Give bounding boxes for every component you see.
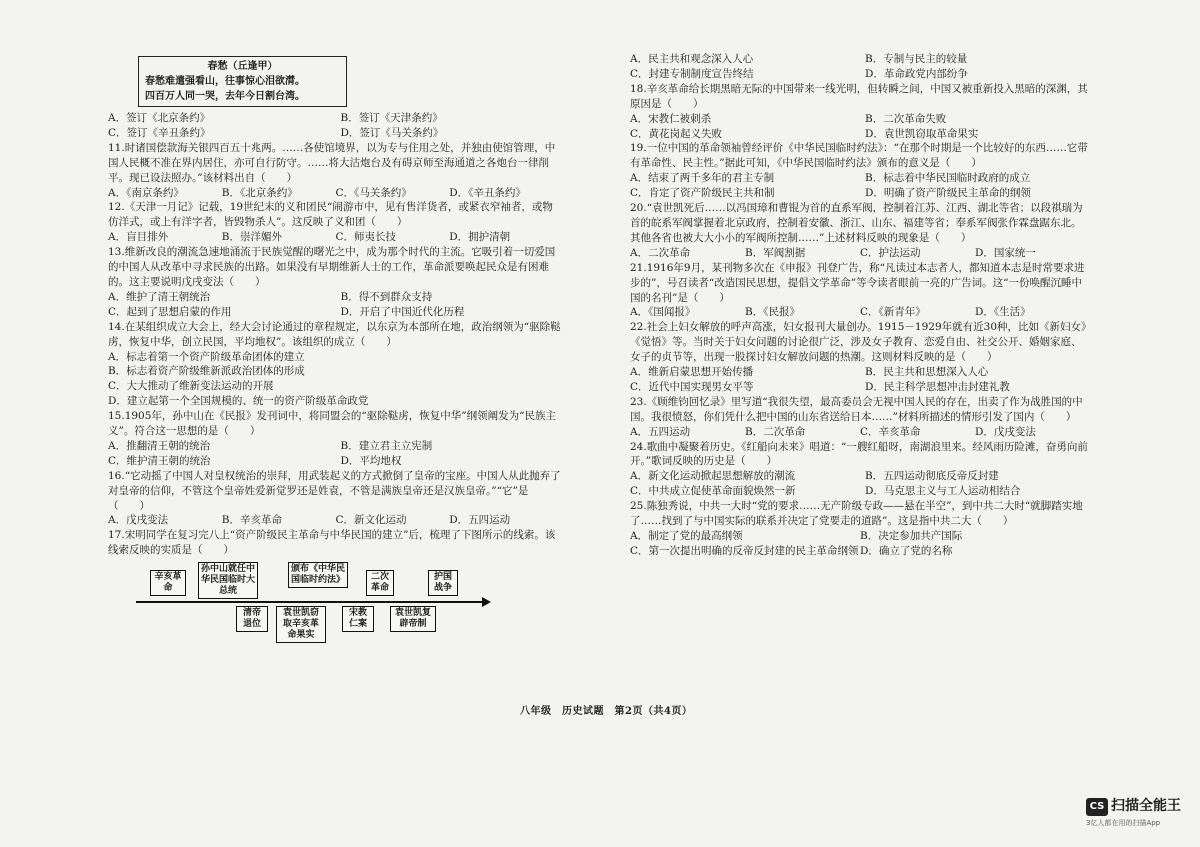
option: D．明确了资产阶级民主革命的纲领 (865, 187, 1031, 200)
option: B．建立君主立宪制 (340, 439, 433, 452)
option: B．《民报》 (745, 306, 800, 319)
option: D．《生活》 (975, 306, 1031, 319)
option: C．师夷长技 (335, 231, 397, 244)
option: C．大大推动了维新变法运动的开展 (108, 380, 274, 393)
option: A．二次革命 (630, 246, 691, 259)
option: C．封建专制制度宣告终结 (630, 67, 754, 80)
question-25: 25.陈独秀说，中共一大时“党的要求……无产阶级专政——悬在半空”，到中共二大时“就脚踏实地了……找到了与中国实际的联系并决定了党要走的道路”。这是指中共二大（ ） (630, 500, 1083, 528)
option: A．民主共和观念深入人心 (630, 53, 754, 65)
timeline-diagram (108, 562, 563, 648)
q10-options (108, 111, 563, 141)
option: C．《新青年》 (860, 306, 926, 319)
poem-line: 春愁难遣强看山，往事惊心泪欲潸。 (145, 76, 305, 87)
timeline-event: 颁布《中华民国临时约法》 (288, 562, 348, 588)
option: C．肯定了资产阶级民主共和制 (630, 187, 775, 200)
timeline-event: 袁世凯复辟帝制 (390, 606, 436, 632)
option: A．戊戌变法 (108, 514, 169, 527)
q23-options (630, 425, 1090, 440)
option: D．拥护清朝 (449, 231, 511, 244)
option: C．签订《辛丑条约》 (108, 126, 211, 139)
option: C．第一次提出明确的反帝反封建的民主革命纲领 (630, 544, 859, 557)
q20-options (630, 246, 1090, 261)
option: D．签订《马关条约》 (340, 126, 444, 139)
timeline-event: 孙中山就任中华民国临时大总统 (198, 562, 258, 598)
q18-options (630, 112, 1090, 142)
option: A．《国闻报》 (630, 306, 696, 319)
option: C．护法运动 (860, 246, 921, 259)
option: D．平均地权 (340, 454, 402, 467)
q19-options (630, 171, 1090, 201)
option: D．《辛丑条约》 (449, 186, 526, 199)
q14-options (108, 350, 563, 410)
option: A．签订《北京条约》 (108, 112, 211, 124)
q21-options (630, 305, 1090, 320)
option: B．签订《天津条约》 (340, 112, 443, 124)
option: A．维护了清王朝统治 (108, 290, 211, 303)
option: B．专制与民主的较量 (865, 53, 968, 65)
option: A．盲目排外 (108, 231, 169, 244)
option: A．《南京条约》 (108, 186, 184, 199)
watermark-subtitle: 3亿人都在用的扫描App (1086, 818, 1161, 827)
timeline-event: 清帝退位 (236, 606, 268, 632)
poem-box (138, 56, 347, 107)
option: D．建立起第一个全国规模的、统一的资产阶级革命政党 (108, 395, 369, 408)
option: D．国家统一 (975, 246, 1036, 259)
timeline-event: 袁世凯窃取辛亥革命果实 (276, 606, 326, 642)
option: B．军阀割据 (745, 246, 806, 259)
option: C．中共成立促使革命面貌焕然一新 (630, 485, 796, 498)
option: D．戊戌变法 (975, 425, 1036, 438)
question-18: 18.辛亥革命给长期黑暗无际的中国带来一线光明，但转瞬之间，中国又被重新投入黑暗的深渊，其原因是（ ） (630, 82, 1088, 110)
question-13: 13.维新改良的潮流急速地涌流于民族觉醒的曙光之中，成为那个时代的主流。它吸引着一切爱国的中国人从改革中寻求民族的出路。如果没有早期维新人士的工作，革命派要唤起民众是有困难的。这主要说明戊戌变法（ ） (108, 246, 556, 288)
option: B．民主共和思想深入人心 (865, 366, 989, 379)
q11-options (108, 186, 563, 201)
watermark-name: 扫描全能王 (1111, 798, 1181, 814)
option: B．决定参加共产国际 (860, 530, 963, 542)
option: A．宋教仁被刺杀 (630, 112, 712, 125)
option: A．制定了党的最高纲领 (630, 530, 743, 542)
timeline-axis (136, 601, 486, 603)
option: A．新文化运动掀起思想解放的潮流 (630, 470, 796, 483)
poem-line: 四百万人同一哭，去年今日割台湾。 (145, 91, 305, 102)
question-22: 22.社会上妇女解放的呼声高涨，妇女报刊大量创办。1915－1929年就有近30种，比如《新妇女》《觉悟》等。当时关于妇女问题的讨论很广泛，涉及女子教育、恋爱自由、社交公开、婚姻家庭、女子的贞节等，出现一股探讨妇女解放问题的热潮。这则材料反映的是（ ） (630, 321, 1087, 364)
option: C．《马关条约》 (335, 186, 412, 199)
timeline-event: 辛亥革命 (150, 570, 186, 596)
question-14: 14.在某组织成立大会上，经大会讨论通过的章程规定，以东京为本部所在地，政治纲领为“驱除鞑虏，恢复中华，创立民国，平均地权”。该组织的成立（ ） (108, 320, 561, 348)
option: B．标志着中华民国临时政府的成立 (865, 172, 1031, 185)
q22-options (630, 365, 1090, 395)
option: D．袁世凯窃取革命果实 (865, 127, 979, 140)
question-21: 21.1916年9月，某刊物多次在《申报》刊登广告，称“凡读过本志者人，都知道本志是时常要求进步的”，号召读者“改造国民思想，提倡文学革命”等令读者眼前一亮的广告词。这“一份唤醒沉睡中国的名刊”是（ ） (630, 261, 1085, 304)
poem-title: 春愁（丘逢甲） (207, 61, 278, 72)
option: A．五四运动 (630, 425, 691, 438)
option: D．民主科学思想冲击封建礼教 (865, 380, 1010, 393)
q15-options (108, 439, 563, 469)
q16-options (108, 513, 563, 528)
question-24: 24.歌曲中凝聚着历史。《红船向未来》唱道：“一艘红船呀，南湖浪里来。经风雨历险滩，奋勇向前开。”歌词反映的历史是（ ） (630, 440, 1088, 468)
q17-options (630, 52, 1090, 82)
left-column (108, 56, 563, 648)
option: D．马克思主义与工人运动相结合 (865, 485, 1021, 498)
timeline-event: 宋教仁案 (342, 606, 374, 632)
scanner-watermark (1086, 797, 1181, 829)
option: C．新文化运动 (335, 514, 407, 527)
question-15: 15.1905年，孙中山在《民报》发刊词中，将同盟会的“驱除鞑虏，恢复中华”纲领阐发为“民族主义”。符合这一思想的是（ ） (108, 410, 557, 438)
question-11: 11.时诸国偿款海关银四百五十兆两。……各使馆境界，以为专与住用之处，并独由使馆管理，中国人民概不准在界内居住，亦可自行防守。……将大沽炮台及有碍京师至海通道之各炮台一律削平。现已设法照办。”该材料出自（ ） (108, 141, 556, 184)
option: A．推翻清王朝的统治 (108, 439, 211, 452)
option: B．得不到群众支持 (340, 290, 433, 303)
option: B．二次革命失败 (865, 112, 947, 125)
question-20: 20.“袁世凯死后……以冯国璋和曹锟为首的直系军阀，控制着江苏、江西、湖北等省；以段祺瑞为首的皖系军阀掌握着北京政府，控制着安徽、浙江、山东、福建等省；奉系军阀张作霖盘踞东北。其他各省也被大大小小的军阀所控制……”上述材料反映的现象是（ ） (630, 202, 1083, 244)
question-16: 16.“它动摇了中国人对皇权统治的崇拜，用武装起义的方式掀倒了皇帝的宝座。中国人从此抛弃了对皇帝的信仰，不管这个皇帝姓爱新觉罗还是姓袁，不管是满族皇帝还是汉族皇帝。”“它”是（ ） (108, 469, 561, 512)
q25-options (630, 529, 1090, 559)
q13-options (108, 290, 563, 320)
q12-options (108, 230, 563, 245)
option: B．标志着资产阶级维新派政治团体的形成 (108, 365, 305, 378)
q24-options (630, 469, 1090, 499)
question-17: 17.宋明同学在复习完八上“资产阶级民主革命与中华民国的建立”后，梳理了下图所示的线索。该线索反映的实质是（ ） (108, 529, 556, 557)
camscanner-logo-icon: CS (1086, 798, 1108, 816)
option: B．二次革命 (745, 425, 806, 438)
option: D．开启了中国近代化历程 (340, 305, 465, 318)
timeline-arrow (482, 597, 491, 607)
option: A．维新启蒙思想开始传播 (630, 366, 754, 379)
option: B．崇洋媚外 (221, 231, 282, 244)
option: C．黄花岗起义失败 (630, 127, 723, 140)
option: C．起到了思想启蒙的作用 (108, 305, 232, 318)
option: D．五四运动 (449, 514, 511, 527)
question-12: 12.《天津一月记》记载，19世纪末的义和团民“闹游市中，见有售洋货者，或紧衣窄袖者，或物仿洋式，或上有洋字者，皆毁物杀人”。这反映了义和团（ ） (108, 201, 553, 229)
page-footer: 八年级 历史试题 第2页（共4页） (520, 706, 693, 717)
question-19: 19.一位中国的革命领袖曾经评价《中华民国临时约法》：“在那个时期是一个比较好的东西……它带有革命性、民主性。”据此可知，《中华民国临时约法》颁布的意义是（ ） (630, 142, 1088, 170)
option: C．辛亥革命 (860, 425, 921, 438)
option: C．近代中国实现男女平等 (630, 380, 754, 393)
option: A．标志着第一个资产阶级革命团体的建立 (108, 350, 305, 363)
option: C．维护清王朝的统治 (108, 454, 211, 467)
option: D．确立了党的名称 (860, 544, 953, 557)
option: A．结束了两千多年的君主专制 (630, 172, 775, 185)
timeline-event: 护国战争 (428, 570, 458, 596)
option: B．《北京条约》 (221, 186, 298, 199)
timeline-event: 二次革命 (366, 570, 394, 596)
right-column (630, 52, 1090, 559)
option: D．革命政党内部纷争 (865, 67, 968, 80)
option: B．五四运动彻底反帝反封建 (865, 470, 999, 483)
question-23: 23.《顾维钧回忆录》里写道“我很失望，最高委员会无视中国人民的存在，出卖了作为战胜国的中国。我很愤怒，你们凭什么把中国的山东省送给日本……”材料所描述的情形引发了国内（ ） (630, 395, 1083, 423)
option: B．辛亥革命 (221, 514, 282, 527)
